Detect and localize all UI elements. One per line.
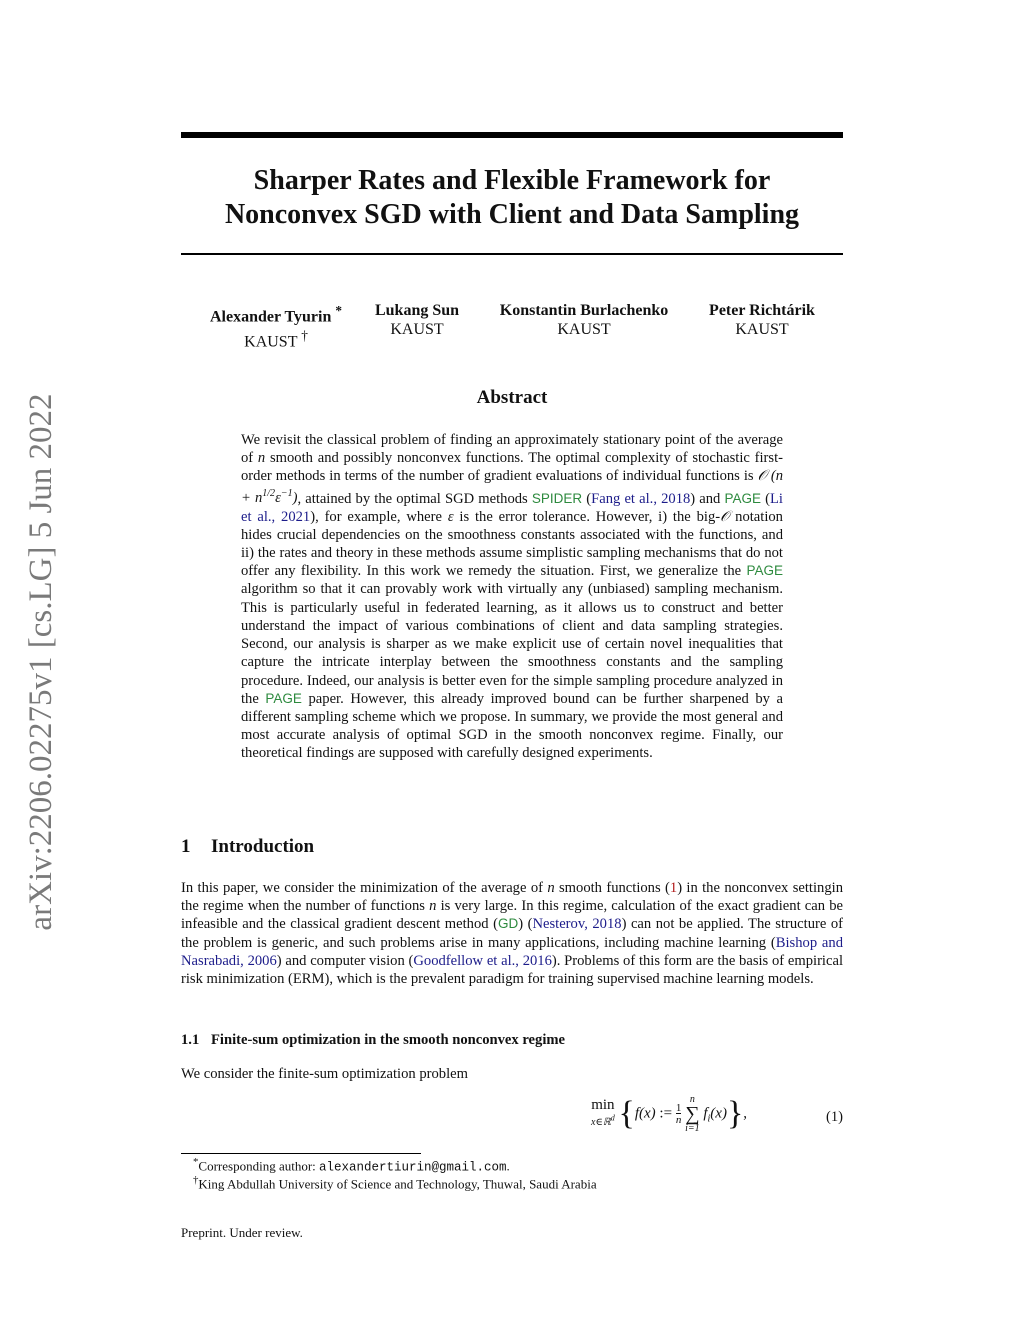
footnote-2: †King Abdullah University of Science and Technology, Thuwal, Saudi Arabia bbox=[193, 1174, 597, 1192]
algo-page: PAGE bbox=[724, 490, 762, 506]
author-1 bbox=[196, 301, 356, 352]
preprint-footer: Preprint. Under review. bbox=[181, 1225, 303, 1240]
author-affiliation: KAUST bbox=[390, 321, 444, 338]
author-2 bbox=[362, 301, 472, 339]
citation-nesterov[interactable]: Nesterov, 2018 bbox=[532, 916, 622, 933]
equation-ref[interactable]: 1 bbox=[669, 880, 678, 896]
finite-sum-intro: We consider the finite-sum optimization problem bbox=[181, 1066, 468, 1082]
footnote-rule bbox=[181, 1153, 421, 1154]
title-bottom-rule bbox=[181, 253, 843, 255]
paper-title bbox=[181, 164, 843, 232]
author-affiliation: KAUST bbox=[244, 333, 298, 351]
author-4 bbox=[696, 301, 828, 339]
algo-gd: GD bbox=[497, 916, 519, 932]
author-name: Lukang Sun bbox=[374, 302, 460, 319]
subsection-heading: 1.1 Finite-sum optimization in the smooth nonconvex regime bbox=[181, 1032, 566, 1048]
abstract-text: We revisit the classical problem of finding an approximately stationary point of the average of n smooth and possibly nonconvex functions. The optimal complexity of stochastic first-order methods in terms of the number of gradient evaluations of individual functions is 𝒪 $(n + n^{1/2}\varepsilon^{-1})$, attained by the optimal SGD methods SPIDER (Fang et al., 2018) and PAGE (Li et al., 2021), for example, where ε is the error tolerance. However, i) the big-𝒪 notation hides crucial dependencies on the smoothness constants associated with the functions, and ii) the rates and theory in these methods assume simplistic sampling mechanisms that do not offer any flexibility. In this work we remedy the situation. First, we generalize the PAGE algorithm so that it can provably work with virtually any (unbiased) sampling mechanism. This is particularly useful in federated learning, as it allows us to construct and better understand the impact of various combinations of client and data sampling strategies. Second, our analysis is sharper as we make explicit use of certain novel inequalities that capture the intricate interplay between the smoothness constants and the sampling procedure. Indeed, our analysis is better even for the simple sampling procedure analyzed in the PAGE paper. However, this already improved bound can be further sharpened by a different sampling scheme which we propose. In summary, we provide the most general and most accurate analysis of optimal SGD in the smooth nonconvex regime. Finally, our theoretical findings are supposed with carefully designed experiments. bbox=[241, 432, 784, 762]
author-email[interactable]: alexandertiurin@gmail.com bbox=[319, 1160, 507, 1175]
algo-spider: SPIDER bbox=[531, 490, 583, 506]
affiliation-mark: † bbox=[301, 328, 308, 344]
author-3 bbox=[488, 301, 680, 339]
author-affiliation: KAUST bbox=[735, 321, 789, 338]
citation-goodfellow[interactable]: Goodfellow et al., 2016 bbox=[413, 952, 552, 969]
equation-body: min x∈ℝ$^d$ {f(x) := 1 n n ∑ i=1 $f_i(x)$}, bbox=[591, 1094, 748, 1134]
citation-li[interactable]: Li et al., 2021 bbox=[241, 490, 783, 525]
footnote-1: *Corresponding author: alexandertiurin@gmail.com. bbox=[193, 1156, 510, 1175]
citation-fang[interactable]: Fang et al., 2018 bbox=[591, 490, 691, 507]
arxiv-stamp: arXiv:2206.02275v1 [cs.LG] 5 Jun 2022 bbox=[23, 393, 59, 931]
author-name: Peter Richtárik bbox=[709, 302, 815, 319]
citation-bishop[interactable]: Bishop and Nasrabadi, 2006 bbox=[181, 934, 843, 969]
title-top-rule bbox=[181, 132, 843, 138]
complexity-formula: 𝒪 $(n + n^{1/2}\varepsilon^{-1})$ bbox=[241, 468, 784, 507]
title-line-2: Nonconvex SGD with Client and Data Sampling bbox=[224, 199, 800, 230]
author-affiliation: KAUST bbox=[557, 321, 611, 338]
equation-1 bbox=[181, 1094, 843, 1144]
author-mark: * bbox=[335, 303, 343, 318]
author-name: Alexander Tyurin bbox=[209, 308, 332, 326]
intro-paragraph: In this paper, we consider the minimization of the average of n smooth functions (1) in the nonconvex settingin the regime when the number of functions n is very large. In this regime, calculation of the exact gradient can be infeasible and the classical gradient descent method (GD) (Nesterov, 2018) can not be applied. The structure of the problem is generic, and such problems arise in many applications, including machine learning (Bishop and Nasrabadi, 2006) and computer vision (Goodfellow et al., 2016). Problems of this form are the basis of empirical risk minimization (ERM), which is the prevalent paradigm for training supervised machine learning models. bbox=[181, 880, 844, 988]
abstract-heading: Abstract bbox=[476, 387, 548, 408]
section-heading: 1 Introduction bbox=[181, 836, 315, 857]
equation-number: (1) bbox=[825, 1109, 843, 1125]
title-line-1: Sharper Rates and Flexible Framework for bbox=[253, 165, 771, 196]
author-name: Konstantin Burlachenko bbox=[499, 302, 669, 319]
